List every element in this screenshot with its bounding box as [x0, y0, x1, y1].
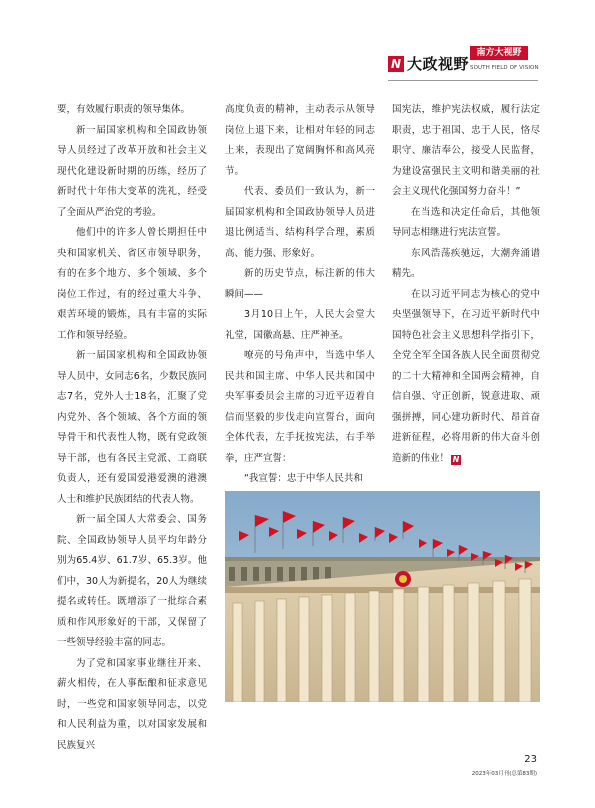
text-column-3 — [392, 100, 540, 469]
masthead — [388, 44, 538, 80]
paragraph: 代表、委员们一致认为，新一届国家机构和全国政协领导人员进退比例适当、结构科学合理，素质高、能力强、形象好。 — [225, 186, 375, 259]
paragraph: 东风浩荡疾驰远，大潮奔涌谱精先。 — [392, 247, 540, 279]
paragraph: 3月10日上午，人民大会堂大礼堂，国徽高悬、庄严神圣。 — [225, 309, 375, 341]
paragraph: 新一届国家机构和全国政协领导人员经过了改革开放和社会主义现代化建设新时期的历练，经历了新时代十年伟大变革的洗礼，经受了全面从严治党的考验。 — [57, 124, 207, 218]
paragraph: 嘹亮的号角声中，当选中华人民共和国主席、中华人民共和国中央军事委员会主席的习近平迈着自信而坚毅的步伐走向宣誓台，面向全体代表，左手抚按宪法，右手举拳，庄严宣誓： — [225, 350, 375, 464]
header-divider — [388, 80, 538, 81]
page-number: 23 — [524, 754, 537, 765]
paragraph: 新一届国家机构和全国政协领导人员中，女同志6名，少数民族同志7名，党外人士18名，汇聚了党内党外、各个领域、各个方面的领导骨干和代表性人物，既有党政领导干部，也有各民主党派、工商联负责人，还有爱国爱港爱澳的港澳人士和维护民族团结的代表人物。 — [57, 350, 207, 505]
text-column-1 — [57, 100, 207, 756]
paragraph — [392, 285, 540, 470]
paragraph: “我宣誓：忠于中华人民共和 — [244, 473, 363, 484]
great-hall-photo — [225, 491, 540, 702]
paragraph-text: 在以习近平同志为核心的党中央坚强领导下，在习近平新时代中国特色社会主义思想科学指引下，全党全军全国各族人民全面贯彻党的二十大精神和全国两会精神，自信自强、守正创新，锐意进取、顽强拼搏，同心建功新时代、昂首奋进新征程，必将用新的伟大奋斗创造新的伟业！ — [392, 288, 540, 464]
magazine-tag: 南方大视野 — [470, 46, 528, 60]
paragraph: 高度负责的精神，主动表示从领导岗位上退下来，让相对年轻的同志上来，表现出了宽阔胸怀和高风亮节。 — [225, 104, 375, 177]
magazine-tag-en: SOUTH FIELD OF VISION — [470, 65, 539, 71]
paragraph: 新的历史节点，标注新的伟大瞬间—— — [225, 268, 375, 300]
text-column-2 — [225, 100, 375, 490]
issue-label: 2023年03月刊(总第83期) — [471, 771, 537, 777]
paragraph: 要，有效履行职责的领导集体。 — [57, 104, 191, 115]
paragraph: 在当选和决定任命后，其他领导同志相继进行宪法宣誓。 — [392, 206, 540, 238]
paragraph: 新一届全国人大常委会、国务院、全国政协领导人员平均年龄分别为65.4岁、61.7岁、65.3岁。他们中，30人为新提名，20人为继续提名或转任。既增添了一批综合素质和作风形象好的干部，又保留了一些领导经验丰富的同志。 — [57, 514, 207, 648]
end-mark-icon: N — [452, 454, 460, 464]
paragraph: 为了党和国家事业继往开来、薪火相传，在人事酝酿和征求意见时，一些党和国家领导同志，以党和人民利益为重，以对国家发展和民族复兴 — [57, 657, 207, 751]
paragraph: 他们中的许多人曾长期担任中央和国家机关、省区市领导职务，有的在多个地方、多个领域、多个岗位工作过，有的经过重大斗争、艰苦环境的锻炼，具有丰富的实际工作和领导经验。 — [57, 227, 207, 341]
section-title: 大政视野 — [407, 55, 470, 73]
brand-logo-icon: N — [388, 56, 404, 72]
paragraph: 国宪法，维护宪法权威，履行法定职责，忠于祖国、忠于人民，恪尽职守、廉洁奉公，接受人民监督，为建设富强民主文明和谐美丽的社会主义现代化强国努力奋斗！” — [392, 104, 540, 197]
